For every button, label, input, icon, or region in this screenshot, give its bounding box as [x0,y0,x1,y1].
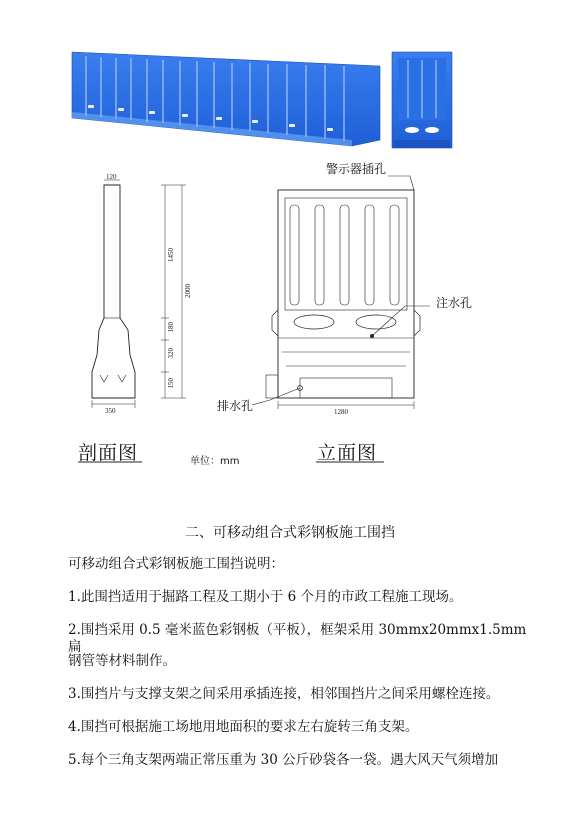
dim-seg-b: 320 [167,348,175,359]
barrier-single-photo [392,52,452,148]
elevation-drawing [252,176,430,409]
section-heading: 二、可移动组合式彩钢板施工围挡 [185,525,395,541]
label-warning-hole: 警示器插孔 [326,162,387,176]
dim-upper-height: 1450 [167,248,175,262]
label-fill-hole: 注水孔 [436,296,473,310]
caption-section: 剖面图 [78,442,139,464]
intro-line: 可移动组合式彩钢板施工围挡说明： [68,556,284,572]
dim-total-height: 2000 [184,284,192,298]
item-2-line-2: 钢管等材料制作。 [68,653,176,669]
label-drain-hole: 排水孔 [217,399,254,413]
dim-seg-c: 150 [167,378,175,389]
item-3: 3.围挡片与支撑支架之间采用承插连接，相邻围挡片之间采用螺栓连接。 [68,686,500,702]
item-5: 5.每个三角支架两端正常压重为 30 公斤砂袋各一袋。遇大风天气须增加 [68,752,499,768]
dim-top-width: 120 [106,173,117,181]
dim-seg-a: 180 [167,322,175,333]
unit-note: 单位：mm [190,456,240,467]
dim-panel-width: 1280 [334,408,348,416]
item-4: 4.围挡可根据施工场地用地面积的要求左右旋转三角支架。 [68,719,419,735]
section-drawing [92,180,186,408]
dim-base-width: 350 [105,407,116,415]
item-2-line-1: 2.围挡采用 0.5 毫米蓝色彩钢板（平板），框架采用 30mmx20mmx1.5mm 扁 [68,622,527,655]
item-1: 1.此围挡适用于掘路工程及工期小于 6 个月的市政工程施工现场。 [68,589,463,605]
caption-elevation: 立面图 [317,442,378,464]
barrier-row-photo [72,52,380,146]
